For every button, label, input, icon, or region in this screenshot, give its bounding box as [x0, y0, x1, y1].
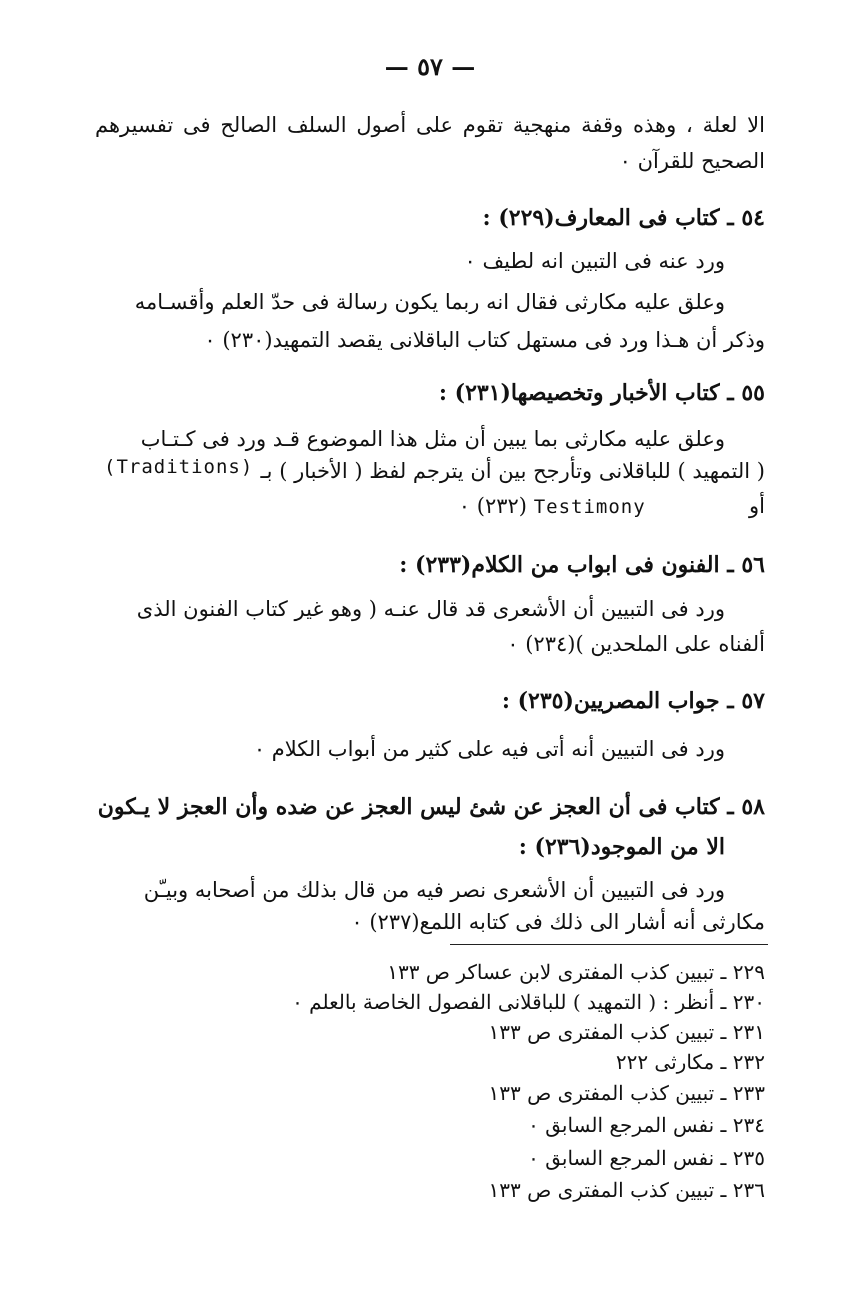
- line-prefix: أو: [749, 494, 765, 518]
- paragraph-line: الا لعلة ، وهذه وقفة منهجية تقوم على أصول السلف الصالح فى تفسيرهم: [95, 113, 765, 137]
- paragraph-line: ألفناه على الملحدين )(٢٣٤) ٠: [507, 632, 765, 656]
- paragraph-line: مكارثى أنه أشار الى ذلك فى كتابه اللمع(٢٣٧) ٠: [351, 910, 765, 934]
- section-heading-58-continued: الا من الموجود(٢٣٦) :: [518, 834, 725, 860]
- section-heading-54: ٥٤ ـ كتاب فى المعارف(٢٢٩) :: [482, 205, 765, 231]
- latin-term-testimony: Testimony: [533, 496, 646, 518]
- footnote: ٢٣٠ ـ أنظر : ( التمهيد ) للباقلانى الفصول الخاصة بالعلم ٠: [292, 990, 765, 1014]
- footnote: ٢٣١ ـ تبيين كذب المفترى ص ١٣٣: [488, 1020, 765, 1044]
- footnote: ٢٣٣ ـ تبيين كذب المفترى ص ١٣٣: [488, 1081, 765, 1105]
- footnote: ٢٣٢ ـ مكارثى ٢٢٢: [615, 1050, 765, 1074]
- latin-term-traditions: (Traditions): [104, 456, 254, 478]
- footnote: ٢٣٤ ـ نفس المرجع السابق ٠: [528, 1113, 765, 1137]
- paragraph-line: وعلق عليه مكارثى فقال انه ربما يكون رسالة فى حدّ العلم وأقسـامه: [134, 290, 725, 314]
- paragraph-line: [459, 491, 765, 522]
- section-heading-58: ٥٨ ـ كتاب فى أن العجز عن شئ ليس العجز عن ضده وأن العجز لا يـكون: [97, 794, 765, 820]
- paragraph-line: ورد عنه فى التبين انه لطيف ٠: [464, 249, 725, 273]
- paragraph-line: وذكر أن هـذا ورد فى مستهل كتاب الباقلانى يقصد التمهيد(٢٣٠) ٠: [204, 328, 765, 352]
- footnote: ٢٣٦ ـ تبيين كذب المفترى ص ١٣٣: [488, 1178, 765, 1202]
- paragraph-line: ورد فى التبيين أن الأشعرى قد قال عنـه ( وهو غير كتاب الفنون الذى: [136, 597, 725, 621]
- paragraph-line: ورد فى التبيين أنه أتى فيه على كثير من أبواب الكلام ٠: [253, 737, 725, 761]
- section-heading-57: ٥٧ ـ جواب المصريين(٢٣٥) :: [501, 688, 765, 714]
- footnote: ٢٣٥ ـ نفس المرجع السابق ٠: [528, 1146, 765, 1170]
- paragraph-line: ورد فى التبيين أن الأشعرى نصر فيه من قال بذلك من أصحابه وبيـّن: [143, 878, 725, 902]
- page-number: — ٥٧ —: [384, 52, 476, 81]
- paragraph-line: الصحيح للقرآن ٠: [619, 149, 765, 173]
- section-heading-56: ٥٦ ـ الفنون فى ابواب من الكلام(٢٣٣) :: [399, 552, 765, 578]
- footnote-divider: [450, 944, 768, 945]
- section-heading-55: ٥٥ ـ كتاب الأخبار وتخصيصها(٢٣١) :: [438, 380, 765, 406]
- paragraph-line: ( التمهيد ) للباقلانى وتأرجح بين أن يترجم لفظ ( الأخبار ) بـ: [260, 459, 765, 483]
- line-suffix: (٢٣٢) ٠: [458, 494, 527, 518]
- footnote: ٢٢٩ ـ تبيين كذب المفترى لابن عساكر ص ١٣٣: [387, 960, 765, 984]
- paragraph-line: وعلق عليه مكارثى بما يبين أن مثل هذا الموضوع قـد ورد فى كـتـاب: [140, 427, 725, 451]
